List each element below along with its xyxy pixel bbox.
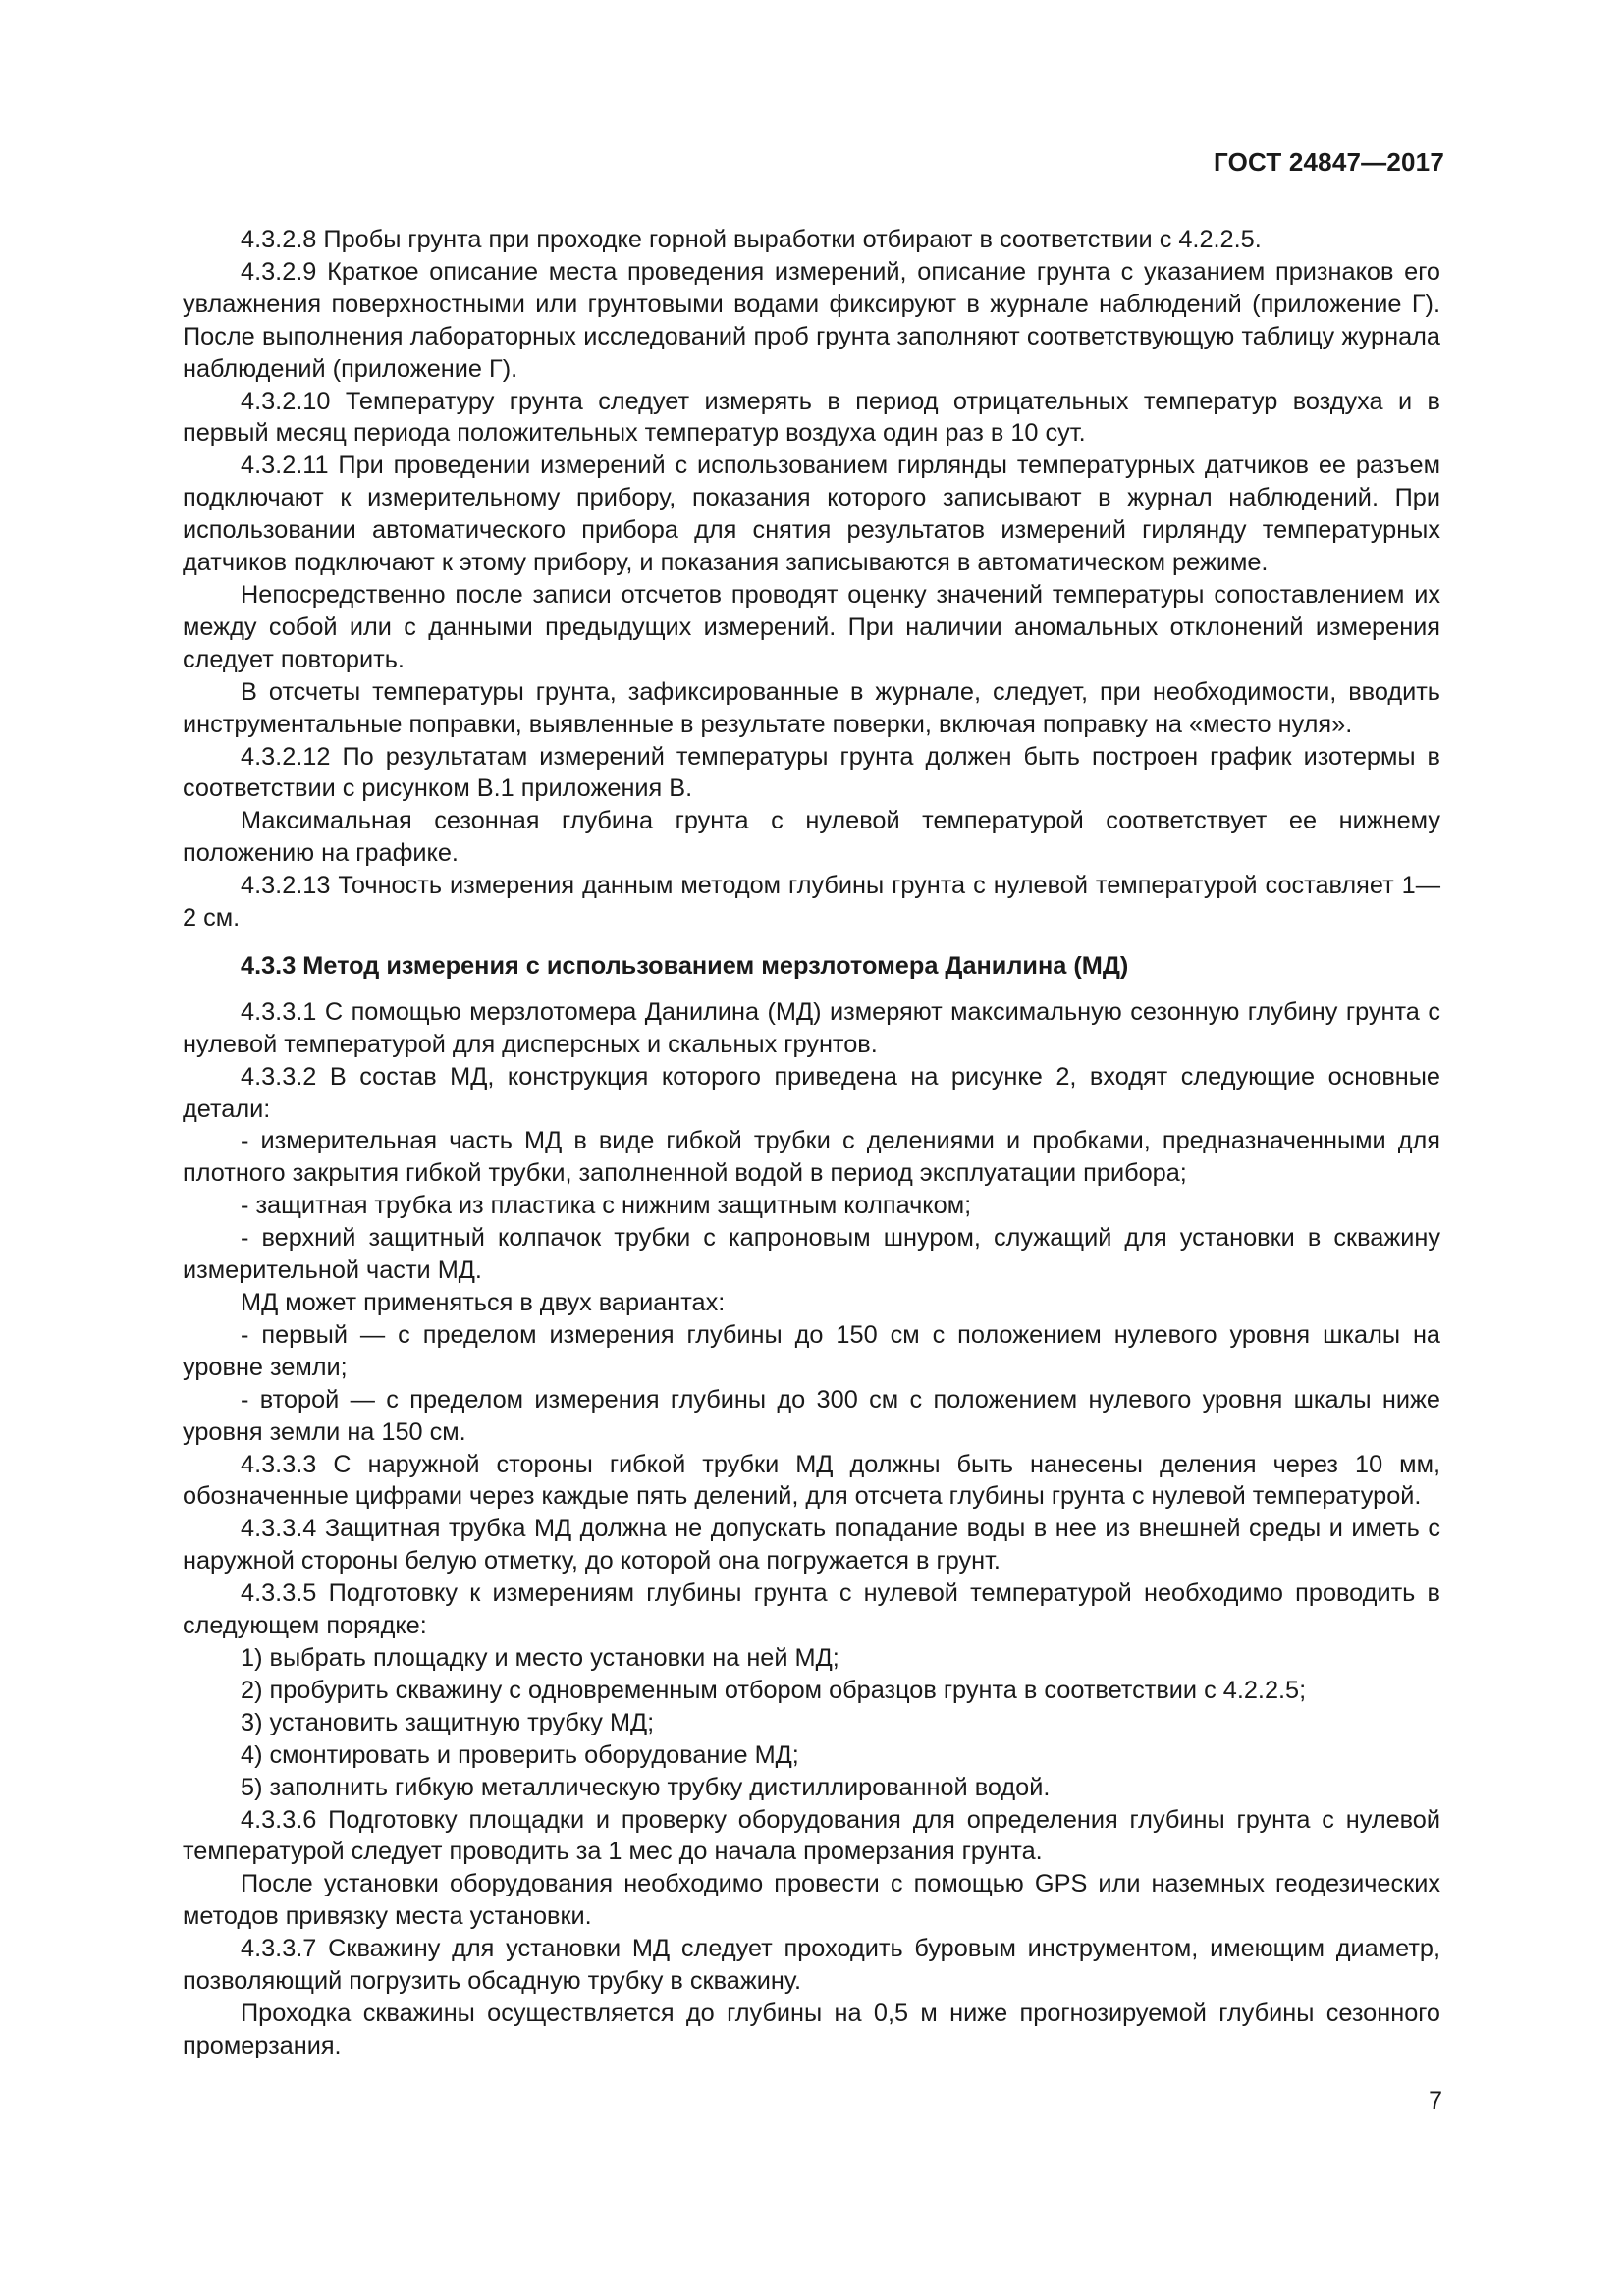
- document-body: [183, 224, 1440, 2062]
- paragraph: - второй — с пределом измерения глубины до 300 см с положением нулевого уровня шкалы ниже уровня земли на 150 см.: [183, 1385, 1440, 1446]
- list-item: 3) установить защитную трубку МД;: [241, 1708, 655, 1736]
- document-code-header: ГОСТ 24847—2017: [1214, 147, 1444, 177]
- paragraph: - первый — с пределом измерения глубины до 150 см с положением нулевого уровня шкалы на уровне земли;: [183, 1320, 1440, 1381]
- paragraph: МД может применяться в двух вариантах:: [241, 1289, 726, 1316]
- paragraph: - верхний защитный колпачок трубки с капроновым шнуром, служащий для установки в скважину измерительной части МД.: [183, 1224, 1440, 1285]
- paragraph: 4.3.2.8 Пробы грунта при проходке горной выработки отбирают в соответствии с 4.2.2.5.: [241, 226, 1262, 253]
- paragraph: 4.3.2.11 При проведении измерений с использованием гирлянды температурных датчиков ее разъем подключают к измерительному прибору, показания которого записывают в журнал наблюдений. При использовании автоматического прибора для снятия результатов измерений гирлянду температурных датчиков подключают к этому прибору, и показания записываются в автоматическом режиме.: [183, 452, 1440, 577]
- paragraph: После установки оборудования необходимо провести с помощью GPS или наземных геодезических методов привязку места установки.: [183, 1870, 1440, 1931]
- paragraph: Проходка скважины осуществляется до глубины на 0,5 м ниже прогнозируемой глубины сезонного промерзания.: [183, 1999, 1440, 2059]
- list-item: 2) пробурить скважину с одновременным отбором образцов грунта в соответствии с 4.2.2.5;: [241, 1676, 1307, 1704]
- paragraph: 4.3.2.9 Краткое описание места проведения измерений, описание грунта с указанием признаков его увлажнения поверхностными или грунтовыми водами фиксируют в журнале наблюдений (приложение Г). После выполнения лабораторных исследований проб грунта заполняют соответствующую таблицу журнала наблюдений (приложение Г).: [183, 257, 1440, 383]
- list-item: 5) заполнить гибкую металлическую трубку дистиллированной водой.: [241, 1773, 1051, 1801]
- paragraph: 4.3.3.4 Защитная трубка МД должна не допускать попадание воды в нее из внешней среды и иметь с наружной стороны белую отметку, до которой она погружается в грунт.: [183, 1515, 1440, 1575]
- paragraph: - измерительная часть МД в виде гибкой трубки с делениями и пробками, предназначенными для плотного закрытия гибкой трубки, заполненной водой в период эксплуатации прибора;: [183, 1127, 1440, 1188]
- section-heading: 4.3.3 Метод измерения с использованием мерзлотомера Данилина (МД): [241, 951, 1129, 980]
- paragraph: 4.3.2.12 По результатам измерений температуры грунта должен быть построен график изотермы в соответствии с рисунком В.1 приложения В.: [183, 742, 1440, 803]
- paragraph: 4.3.3.6 Подготовку площадки и проверку оборудования для определения глубины грунта с нулевой температурой следует проводить за 1 мес до начала промерзания грунта.: [183, 1805, 1440, 1866]
- paragraph: 4.3.3.2 В состав МД, конструкция которого приведена на рисунке 2, входят следующие основные детали:: [183, 1062, 1440, 1123]
- list-item: 1) выбрать площадку и место установки на ней МД;: [241, 1643, 839, 1672]
- paragraph: 4.3.2.10 Температуру грунта следует измерять в период отрицательных температур воздуха и в первый месяц периода положительных температур воздуха один раз в 10 сут.: [183, 387, 1440, 448]
- paragraph: - защитная трубка из пластика с нижним защитным колпачком;: [241, 1192, 972, 1220]
- paragraph: 4.3.3.5 Подготовку к измерениям глубины грунта с нулевой температурой необходимо проводить в следующем порядке:: [183, 1579, 1440, 1640]
- paragraph: 4.3.3.1 С помощью мерзлотомера Данилина (МД) измеряют максимальную сезонную глубину грунта с нулевой температурой для дисперсных и скальных грунтов.: [183, 997, 1440, 1058]
- paragraph: Непосредственно после записи отсчетов проводят оценку значений температуры сопоставлением их между собой или с данными предыдущих измерений. При наличии аномальных отклонений измерения следует повторить.: [183, 580, 1440, 673]
- list-item: 4) смонтировать и проверить оборудование МД;: [241, 1740, 799, 1769]
- paragraph: 4.3.3.3 С наружной стороны гибкой трубки МД должны быть нанесены деления через 10 мм, обозначенные цифрами через каждые пять делений, для отсчета глубины грунта с нулевой температурой.: [183, 1450, 1440, 1511]
- paragraph: 4.3.3.7 Скважину для установки МД следует проходить буровым инструментом, имеющим диаметр, позволяющий погрузить обсадную трубку в скважину.: [183, 1935, 1440, 1996]
- paragraph: В отсчеты температуры грунта, зафиксированные в журнале, следует, при необходимости, вводить инструментальные поправки, выявленные в результате поверки, включая поправку на «место нуля».: [183, 677, 1440, 738]
- paragraph: 4.3.2.13 Точность измерения данным методом глубины грунта с нулевой температурой составляет 1—2 см.: [183, 872, 1440, 933]
- paragraph: Максимальная сезонная глубина грунта с нулевой температурой соответствует ее нижнему положению на графике.: [183, 807, 1440, 868]
- page-number: 7: [1429, 2087, 1442, 2114]
